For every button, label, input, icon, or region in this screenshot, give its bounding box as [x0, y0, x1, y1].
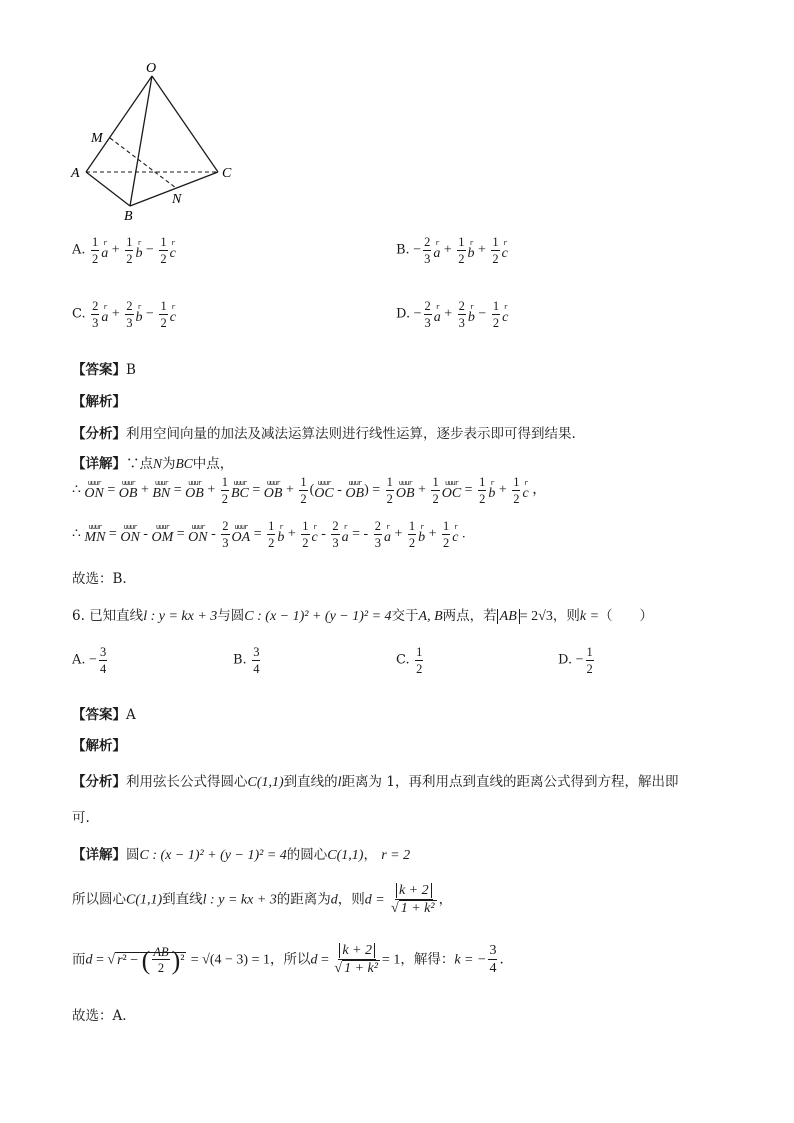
q6-option-a: A. − $\frac{3}{4}$: [72, 645, 107, 676]
q5-derivation-line2: ∴ uuur MN = uuur ON - uuur OM = uuur ON - $\frac{2}{3}$ uuur OA = $\frac{1}{2}$ r b + $\frac{1}{2}$ r c - $\frac{2}{3}$ r a = - $\frac{2}{3}$ r a + $\frac{1}{2}$ r b + $\frac{1}{2}$ r c .: [72, 519, 466, 550]
q5-option-c: C. $\frac{2}{3}$ r a + $\frac{2}{3}$ r b − $\frac{1}{2}$ r c: [72, 299, 176, 330]
q6-option-c: C. $\frac{1}{2}$: [396, 645, 423, 676]
q5-answer: 【答案】B: [72, 362, 136, 378]
label-C: C: [222, 166, 232, 181]
label-A: A: [71, 166, 80, 181]
q6-solve-line: 而d = √ r² − ( $\frac{AB}{2}$ )² = √(4 − 3) = 1，所以d = $\frac{k + 2}{\text{√ 1 + k²}}$ = 1，解得：k = − $\frac{3}{4}$ .: [72, 943, 504, 976]
q5-fenxi: 【分析】利用空间向量的加法及减法运算法则进行线性运算，逐步表示即可得到结果.: [72, 426, 576, 442]
label-N: N: [172, 192, 182, 207]
tetrahedron-figure: [60, 58, 250, 228]
q6-jiexi-label: 【解析】: [72, 738, 126, 754]
label-M: M: [91, 131, 103, 146]
q5-option-d: D. − $\frac{2}{3}$ r a + $\frac{2}{3}$ r b − $\frac{1}{2}$ r c: [396, 299, 509, 330]
label-B: B: [124, 209, 133, 224]
q6-option-b: B. $\frac{3}{4}$: [233, 645, 260, 676]
q5-conclusion: 故选：B.: [72, 571, 127, 587]
q6-xiangjie: 【详解】圆C : (x − 1)² + (y − 1)² = 4的圆心C(1,1)， r = 2: [72, 847, 411, 863]
q6-stem: 6. 已知直线l : y = kx + 3与圆C : (x − 1)² + (y − 1)² = 4交于A, B两点，若 AB = 2√3，则k =（ ）: [72, 608, 654, 624]
q5-derivation-line1: ∴ uuur ON = uuur OB + uuur BN = uuur OB + $\frac{1}{2}$ uuur BC = uuur OB + $\frac{1}{2}$ ( uuur OC - uuur OB ) = $\frac{1}{2}$ uuur OB + $\frac{1}{2}$ uuur OC = $\frac{1}{2}$ r b + $\frac{1}{2}$ r c ，: [72, 475, 547, 506]
q6-answer: 【答案】A: [72, 707, 136, 723]
q5-xiangjie: 【详解】∵点N为BC中点，: [72, 456, 234, 472]
q6-fenxi: 【分析】利用弦长公式得圆心C(1,1)到直线的l距离为 1，再利用点到直线的距离公式得到方程，解出即: [72, 774, 679, 790]
q6-distance-line: 所以圆心C(1,1)到直线l : y = kx + 3的距离为d，则d = $\frac{k + 2}{\text{√ 1 + k²}}$ ，: [72, 883, 453, 916]
q5-option-a: A. $\frac{1}{2}$ r a + $\frac{1}{2}$ r b − $\frac{1}{2}$ r c: [72, 235, 176, 266]
label-O: O: [146, 61, 157, 76]
q5-jiexi-label: 【解析】: [72, 394, 126, 410]
q6-conclusion: 故选：A.: [72, 1008, 127, 1024]
q6-fenxi-cont: 可.: [72, 810, 90, 826]
q6-option-d: D. − $\frac{1}{2}$: [558, 645, 593, 676]
q5-option-b: B. − $\frac{2}{3}$ r a + $\frac{1}{2}$ r b + $\frac{1}{2}$ r c: [396, 235, 508, 266]
